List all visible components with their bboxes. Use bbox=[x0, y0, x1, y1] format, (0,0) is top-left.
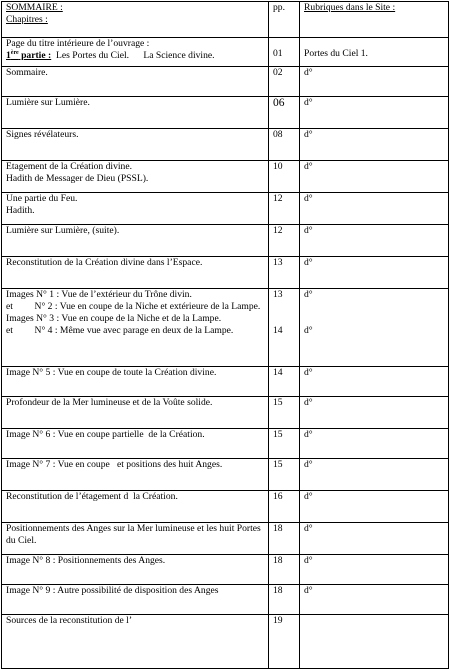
rubric-cell bbox=[300, 397, 449, 429]
page-cell bbox=[269, 491, 300, 523]
chapter-cell bbox=[2, 523, 269, 555]
chapters-title: Chapitres : bbox=[6, 14, 48, 25]
page-number: 12 bbox=[273, 193, 283, 204]
page-cell: 01 bbox=[269, 38, 300, 67]
page-cell bbox=[269, 161, 300, 193]
chapter-cell bbox=[2, 555, 269, 585]
chapter-cell bbox=[2, 225, 269, 257]
page-number: 18 bbox=[273, 523, 283, 534]
chapter-cell bbox=[2, 97, 269, 129]
chapter-text: Image N° 8 : Positionnements des Anges. bbox=[6, 555, 166, 566]
rubric-cell bbox=[300, 429, 449, 459]
chapter-text: Etagement de la Création divine. bbox=[6, 161, 133, 172]
page-cell bbox=[269, 397, 300, 429]
page-cell bbox=[269, 193, 300, 225]
chapter-cell bbox=[2, 193, 269, 225]
rubric-text: d° bbox=[304, 555, 313, 566]
rubric-text: d° bbox=[304, 523, 313, 534]
rubric-text: d° bbox=[304, 429, 313, 440]
chapter-text: Sommaire. bbox=[6, 67, 48, 78]
table-row bbox=[2, 289, 449, 367]
page-cell bbox=[269, 429, 300, 459]
rubric-cell bbox=[300, 585, 449, 615]
table-row bbox=[2, 161, 449, 193]
chapter-cell bbox=[2, 289, 269, 367]
chapter-text: Hadith de Messager de Dieu (PSSL). bbox=[6, 173, 149, 184]
chapter-cell bbox=[2, 67, 269, 97]
chapter-cell bbox=[2, 615, 269, 669]
chapter-text: Page du titre intérieure de l’ouvrage : bbox=[6, 38, 150, 49]
table-row bbox=[2, 38, 449, 67]
page-number: 06 bbox=[273, 97, 285, 109]
rubric-cell bbox=[300, 459, 449, 491]
chapter-cell bbox=[2, 459, 269, 491]
page-cell bbox=[269, 585, 300, 615]
page-number: 15 bbox=[273, 459, 283, 470]
rubric-text: d° bbox=[304, 225, 313, 236]
rubric-cell bbox=[300, 491, 449, 523]
rubric-cell bbox=[300, 555, 449, 585]
part-label bbox=[6, 50, 51, 61]
table-row bbox=[2, 429, 449, 459]
table-row bbox=[2, 615, 449, 669]
part-title: Les Portes du Ciel. La Science divine. bbox=[51, 50, 215, 61]
page-number: 13 bbox=[273, 257, 283, 268]
page-cell bbox=[269, 289, 300, 367]
page-cell bbox=[269, 459, 300, 491]
rubric-text: d° bbox=[304, 459, 313, 470]
chapter-text: Positionnements des Anges sur la Mer lumineuse et les huit Portes du Ciel. bbox=[6, 523, 264, 546]
chapter-text: et N° 2 : Vue en coupe de la Niche et extérieure de la Lampe. bbox=[6, 301, 261, 312]
table-row bbox=[2, 367, 449, 397]
chapter-text: Lumière sur Lumière, (suite). bbox=[6, 225, 120, 236]
part-number: 1 bbox=[6, 50, 11, 61]
page-cell bbox=[269, 615, 300, 669]
table-row bbox=[2, 491, 449, 523]
rubric-text: d° bbox=[304, 491, 313, 502]
chapter-text: Images N° 3 : Vue en coupe de la Niche et de la Lampe. bbox=[6, 313, 222, 324]
table-row bbox=[2, 225, 449, 257]
rubric-text: d° bbox=[304, 397, 313, 408]
chapter-text: Reconstitution de la Création divine dans l’Espace. bbox=[6, 257, 203, 268]
table-row bbox=[2, 523, 449, 555]
page-number: 18 bbox=[273, 555, 283, 566]
summary-table bbox=[1, 1, 449, 669]
rubric-cell bbox=[300, 97, 449, 129]
chapter-text: Image N° 6 : Vue en coupe partielle de la Création. bbox=[6, 429, 205, 440]
rubric-cell bbox=[300, 225, 449, 257]
rubric-text: d° bbox=[304, 325, 313, 336]
page-number: 14 bbox=[273, 367, 283, 378]
page-number: 13 bbox=[273, 289, 283, 300]
chapter-cell bbox=[2, 491, 269, 523]
part-word: partie : bbox=[18, 50, 52, 61]
rubric-text: d° bbox=[304, 585, 313, 596]
rubric-cell bbox=[300, 67, 449, 97]
chapter-cell bbox=[2, 161, 269, 193]
table-row bbox=[2, 397, 449, 429]
chapter-cell bbox=[2, 257, 269, 289]
chapter-text: Hadith. bbox=[6, 205, 35, 216]
page-number: 12 bbox=[273, 225, 283, 236]
table-row bbox=[2, 257, 449, 289]
pages-header: pp. bbox=[269, 2, 300, 38]
chapter-text: Une partie du Feu. bbox=[6, 193, 78, 204]
table-row bbox=[2, 193, 449, 225]
page-number: 08 bbox=[273, 129, 283, 140]
page-number: 15 bbox=[273, 429, 283, 440]
rubric-cell: Portes du Ciel 1. bbox=[300, 38, 449, 67]
rubric-cell bbox=[300, 161, 449, 193]
chapter-cell bbox=[2, 129, 269, 161]
rubric-cell bbox=[300, 193, 449, 225]
chapter-text: Signes révélateurs. bbox=[6, 129, 79, 140]
chapter-cell bbox=[2, 397, 269, 429]
table-row bbox=[2, 129, 449, 161]
rubric-text: d° bbox=[304, 129, 313, 140]
rubric-text: d° bbox=[304, 67, 313, 78]
chapter-text: Image N° 9 : Autre possibilité de disposition des Anges bbox=[6, 585, 219, 596]
rubric-text: d° bbox=[304, 193, 313, 204]
page-number: 14 bbox=[273, 325, 283, 336]
page-cell bbox=[269, 257, 300, 289]
chapter-text: Sources de la reconstitution de l’ bbox=[6, 615, 133, 626]
page-cell bbox=[269, 67, 300, 97]
rubric-text: d° bbox=[304, 97, 313, 108]
page-cell bbox=[269, 225, 300, 257]
page-number: 19 bbox=[273, 615, 283, 626]
chapter-text: Image N° 7 : Vue en coupe et positions des huit Anges. bbox=[6, 459, 223, 470]
rubric-text: d° bbox=[304, 161, 313, 172]
page-number: 02 bbox=[273, 67, 283, 78]
page-number: 10 bbox=[273, 161, 283, 172]
table-row bbox=[2, 97, 449, 129]
chapter-cell bbox=[2, 429, 269, 459]
chapter-cell bbox=[2, 367, 269, 397]
table-row bbox=[2, 459, 449, 491]
chapter-cell bbox=[2, 38, 269, 67]
page-cell bbox=[269, 97, 300, 129]
page-number: 16 bbox=[273, 491, 283, 502]
chapter-cell bbox=[2, 585, 269, 615]
rubric-text: d° bbox=[304, 367, 313, 378]
rubric-cell bbox=[300, 367, 449, 397]
chapter-text: et N° 4 : Même vue avec parage en deux de la Lampe. bbox=[6, 325, 234, 336]
part-ordinal: ère bbox=[10, 49, 19, 56]
page-cell bbox=[269, 523, 300, 555]
rubric-cell bbox=[300, 615, 449, 669]
chapter-text: Reconstitution de l’étagement d la Création. bbox=[6, 491, 178, 502]
rubric-cell bbox=[300, 289, 449, 367]
page-cell bbox=[269, 555, 300, 585]
chapter-text: Profondeur de la Mer lumineuse et de la Voûte solide. bbox=[6, 397, 213, 408]
rubric-text: d° bbox=[304, 257, 313, 268]
table-row bbox=[2, 555, 449, 585]
rubric-cell bbox=[300, 523, 449, 555]
chapter-text: Lumière sur Lumière. bbox=[6, 97, 90, 108]
page-cell bbox=[269, 129, 300, 161]
table-row bbox=[2, 67, 449, 97]
rubric-cell bbox=[300, 129, 449, 161]
rubric-text: d° bbox=[304, 289, 313, 300]
page-number: 15 bbox=[273, 397, 283, 408]
summary-title: SOMMAIRE : bbox=[6, 2, 63, 13]
rubrics-header: Rubriques dans le Site : bbox=[300, 2, 449, 38]
chapter-text: Image N° 5 : Vue en coupe de toute la Création divine. bbox=[6, 367, 217, 378]
page-number: 18 bbox=[273, 585, 283, 596]
page-cell bbox=[269, 367, 300, 397]
chapters-header bbox=[2, 2, 269, 38]
table-header-row bbox=[2, 2, 449, 38]
chapter-text: Images N° 1 : Vue de l’extérieur du Trône divin. bbox=[6, 289, 192, 300]
table-row bbox=[2, 585, 449, 615]
rubric-cell bbox=[300, 257, 449, 289]
